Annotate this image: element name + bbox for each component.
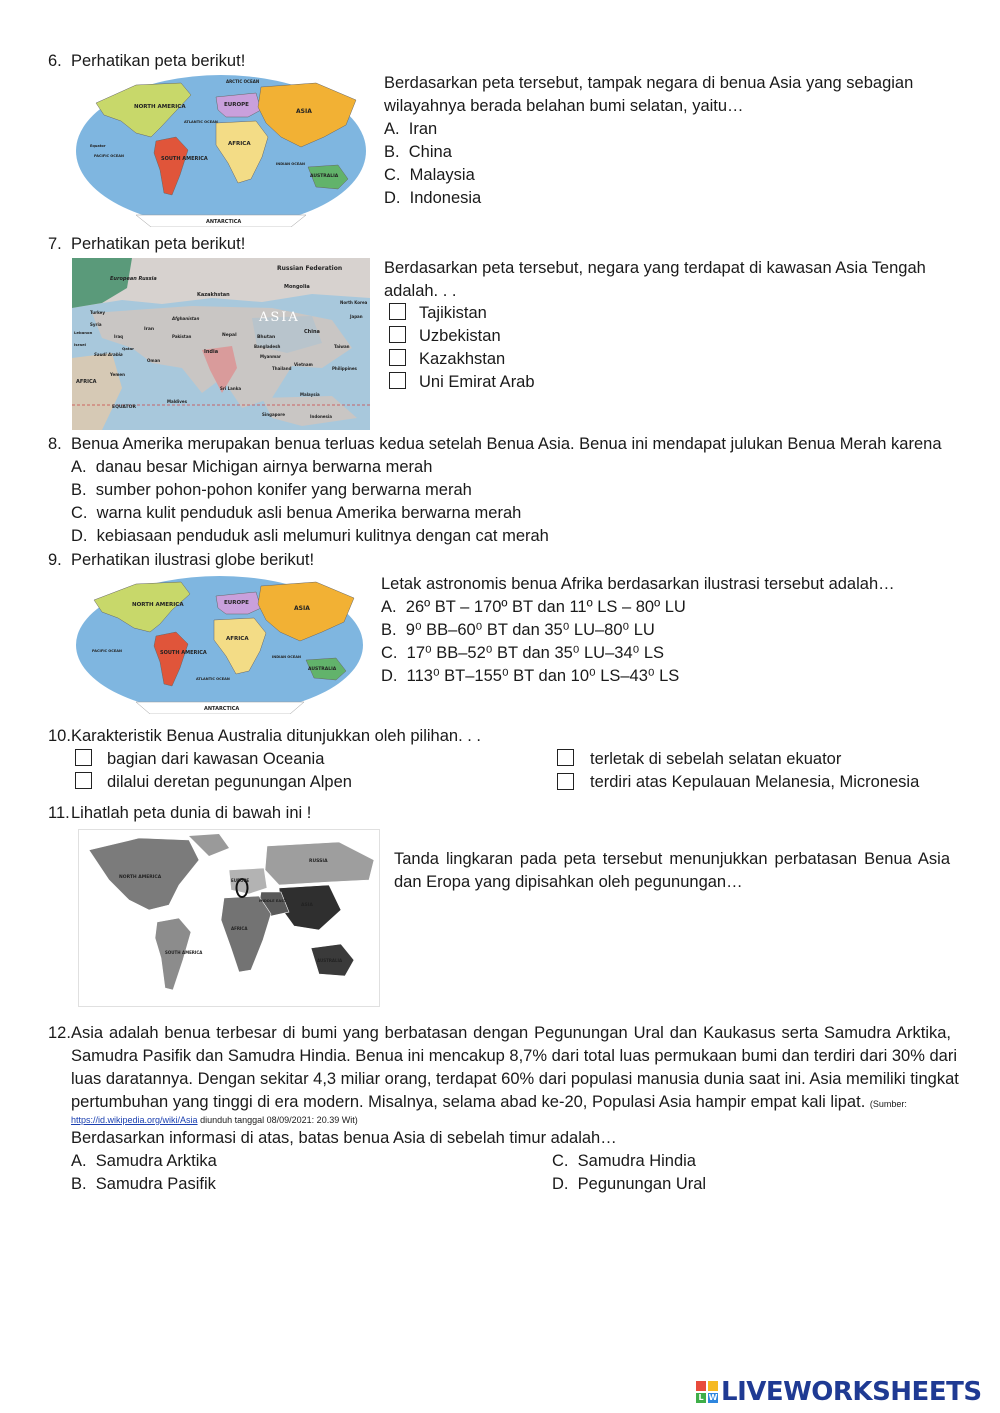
question-10-checkbox-2[interactable] bbox=[557, 749, 574, 766]
map-label-mongolia: Mongolia bbox=[284, 284, 310, 290]
world-map-grayscale-q11 bbox=[78, 829, 380, 1007]
map-label-south-america-q11: SOUTH AMERICA bbox=[165, 950, 203, 955]
question-7-prompt: Perhatikan peta berikut! bbox=[71, 235, 246, 253]
question-6-text-line1: Berdasarkan peta tersebut, tampak negara di benua Asia yang sebagian bbox=[384, 74, 914, 92]
map-label-oman: Oman bbox=[147, 358, 161, 363]
map-label-taiwan: Taiwan bbox=[334, 344, 350, 349]
question-12-paragraph-line4: pertumbuhan yang tinggi di era modern. Misalnya, selama abad ke-20, Populasi Asia hampir empat kali lipat. (Sumber: bbox=[71, 1093, 907, 1111]
question-6-option-a[interactable]: A. Iran bbox=[384, 120, 438, 138]
question-7-number: 7. bbox=[48, 235, 62, 253]
map-label-antarctica-q9: ANTARCTICA bbox=[204, 706, 240, 712]
question-7-checkbox-1[interactable] bbox=[389, 303, 406, 320]
map-label-european-russia: European Russia bbox=[110, 276, 157, 282]
question-12-option-a[interactable]: A. Samudra Arktika bbox=[71, 1152, 217, 1170]
map-label-arctic: ARCTIC OCEAN bbox=[226, 79, 260, 84]
liveworksheets-logo-icon bbox=[696, 1381, 718, 1403]
asia-region-map-q7 bbox=[72, 258, 370, 430]
map-label-bhutan: Bhutan bbox=[257, 335, 276, 340]
map-label-equator-q7: EQUATOR bbox=[112, 405, 136, 410]
map-label-indonesia: Indonesia bbox=[310, 414, 332, 419]
question-7-text-line2: adalah. . . bbox=[384, 282, 457, 300]
map-label-atlantic-q9: ATLANTIC OCEAN bbox=[196, 677, 230, 681]
question-9-option-c[interactable]: C. 17⁰ BB–52⁰ BT dan 35⁰ LU–34⁰ LS bbox=[381, 644, 665, 662]
map-label-pacific-q9: PACIFIC OCEAN bbox=[92, 649, 122, 653]
map-label-singapore: Singapore bbox=[262, 412, 285, 417]
map-label-afghanistan: Afghanistan bbox=[172, 316, 200, 321]
map-label-europe: EUROPE bbox=[224, 102, 249, 108]
question-12-paragraph-line1: Asia adalah benua terbesar di bumi yang berbatasan dengan Pegunungan Ural dan Kaukasus serta Samudra Arktika, bbox=[71, 1024, 951, 1042]
map-label-japan: Japan bbox=[350, 314, 363, 319]
map-label-qatar: Qatar bbox=[122, 346, 135, 351]
map-label-india: India bbox=[204, 349, 219, 355]
map-label-saudi-arabia: Saudi Arabia bbox=[94, 352, 123, 357]
question-11-prompt: Lihatlah peta dunia di bawah ini ! bbox=[71, 804, 312, 822]
map-label-africa-q11: AFRICA bbox=[231, 926, 248, 931]
question-8-option-b[interactable]: B. sumber pohon-pohon konifer yang berwarna merah bbox=[71, 481, 472, 499]
map-label-north-america: NORTH AMERICA bbox=[134, 104, 186, 110]
map-label-asia-q11: ASIA bbox=[301, 903, 313, 908]
map-label-iraq: Iraq bbox=[114, 334, 124, 339]
question-12-paragraph-line3: luas daratannya. Dengan sekitar 4,3 miliar orang, terdapat 60% dari populasi manusia dunia saat ini. Asia memiliki tingkat bbox=[71, 1070, 959, 1088]
question-7-option-1: Tajikistan bbox=[419, 304, 487, 322]
map-label-australia-q9: AUSTRALIA bbox=[308, 667, 337, 672]
question-8-option-c[interactable]: C. warna kulit penduduk asli benua Amerika berwarna merah bbox=[71, 504, 522, 522]
question-6-option-b[interactable]: B. China bbox=[384, 143, 452, 161]
question-7-checkbox-3[interactable] bbox=[389, 349, 406, 366]
question-12-option-d[interactable]: D. Pegunungan Ural bbox=[552, 1175, 707, 1193]
question-6-prompt: Perhatikan peta berikut! bbox=[71, 52, 246, 70]
map-label-south-america-q9: SOUTH AMERICA bbox=[160, 650, 207, 656]
map-label-equator: Equator bbox=[90, 144, 106, 148]
map-label-turkey: Turkey bbox=[90, 310, 105, 315]
question-9-number: 9. bbox=[48, 551, 62, 569]
question-12-number: 12. bbox=[48, 1024, 71, 1042]
map-label-iran: Iran bbox=[144, 327, 155, 332]
question-7-option-3: Kazakhstan bbox=[419, 350, 506, 368]
map-label-pacific: PACIFIC OCEAN bbox=[94, 154, 124, 158]
map-label-maldives: Maldives bbox=[167, 399, 187, 404]
question-6-number: 6. bbox=[48, 52, 62, 70]
question-7-checkbox-4[interactable] bbox=[389, 372, 406, 389]
question-10-option-3: dilalui deretan pegunungan Alpen bbox=[107, 773, 352, 791]
question-6-text-line2: wilayahnya berada belahan bumi selatan, yaitu… bbox=[384, 97, 744, 115]
question-10-option-4: terdiri atas Kepulauan Melanesia, Micronesia bbox=[590, 773, 920, 791]
question-11-number: 11. bbox=[48, 804, 70, 822]
map-label-thailand: Thailand bbox=[272, 366, 292, 371]
question-8-text: Benua Amerika merupakan benua terluas kedua setelah Benua Asia. Benua ini mendapat julukan Benua Merah karena bbox=[71, 435, 942, 453]
map-label-south-america: SOUTH AMERICA bbox=[161, 156, 208, 162]
map-label-israel: Israel bbox=[74, 342, 86, 347]
liveworksheets-brand: LIVEWORKSHEETS bbox=[721, 1377, 982, 1407]
map-label-australia-q11: AUSTRALIA bbox=[317, 958, 343, 963]
question-7-text-line1: Berdasarkan peta tersebut, negara yang terdapat di kawasan Asia Tengah bbox=[384, 259, 926, 277]
map-label-pakistan: Pakistan bbox=[172, 334, 192, 339]
question-12-question: Berdasarkan informasi di atas, batas benua Asia di sebelah timur adalah… bbox=[71, 1129, 617, 1147]
question-9-option-a[interactable]: A. 26º BT – 170º BT dan 11º LS – 80º LU bbox=[381, 598, 686, 616]
question-6-option-c[interactable]: C. Malaysia bbox=[384, 166, 475, 184]
map-label-atlantic: ATLANTIC OCEAN bbox=[184, 120, 218, 124]
question-11-text-line1: Tanda lingkaran pada peta tersebut menunjukkan perbatasan Benua Asia bbox=[394, 850, 950, 868]
map-label-north-korea: North Korea bbox=[340, 300, 368, 305]
globe-illustration-q9 bbox=[76, 576, 363, 714]
logo-letter-l: L bbox=[696, 1393, 706, 1403]
question-10-option-1: bagian dari kawasan Oceania bbox=[107, 750, 325, 768]
question-12-option-c[interactable]: C. Samudra Hindia bbox=[552, 1152, 696, 1170]
map-label-yemen: Yemen bbox=[110, 372, 125, 377]
map-label-syria: Syria bbox=[90, 322, 102, 327]
map-label-middle-east-q11: MIDDLE EAST bbox=[259, 899, 287, 903]
source-label: (Sumber: bbox=[869, 1099, 907, 1109]
question-8-option-a[interactable]: A. danau besar Michigan airnya berwarna merah bbox=[71, 458, 433, 476]
question-10-checkbox-4[interactable] bbox=[557, 773, 574, 790]
question-9-text: Letak astronomis benua Afrika berdasarkan ilustrasi tersebut adalah… bbox=[381, 575, 895, 593]
map-label-africa-q9: AFRICA bbox=[226, 636, 249, 642]
question-12-option-b[interactable]: B. Samudra Pasifik bbox=[71, 1175, 216, 1193]
question-8-option-d[interactable]: D. kebiasaan penduduk asli melumuri kulitnya dengan cat merah bbox=[71, 527, 549, 545]
map-label-myanmar: Myanmar bbox=[260, 354, 281, 359]
question-9-prompt: Perhatikan ilustrasi globe berikut! bbox=[71, 551, 315, 569]
map-label-africa: AFRICA bbox=[228, 141, 251, 147]
source-citation: https://id.wikipedia.org/wiki/Asia diunduh tanggal 08/09/2021: 20.39 Wit) bbox=[71, 1115, 358, 1125]
question-7-option-4: Uni Emirat Arab bbox=[419, 373, 535, 391]
question-10-text: Karakteristik Benua Australia ditunjukkan oleh pilihan. . . bbox=[71, 727, 481, 745]
question-9-option-d[interactable]: D. 113⁰ BT–155⁰ BT dan 10⁰ LS–43⁰ LS bbox=[381, 667, 680, 685]
map-label-asia: ASIA bbox=[296, 108, 312, 115]
map-label-kazakhstan: Kazakhstan bbox=[197, 292, 230, 298]
map-label-europe-q11: EUROPE bbox=[231, 878, 250, 883]
map-label-russia: Russian Federation bbox=[277, 265, 343, 272]
question-7-option-2: Uzbekistan bbox=[419, 327, 501, 345]
question-10-option-2: terletak di sebelah selatan ekuator bbox=[590, 750, 842, 768]
world-map-continents-q6 bbox=[76, 75, 366, 227]
map-label-lebanon: Lebanon bbox=[74, 330, 93, 335]
map-label-sri-lanka: Sri Lanka bbox=[220, 386, 242, 391]
map-label-indian-q9: INDIAN OCEAN bbox=[272, 655, 301, 659]
question-6-option-d[interactable]: D. Indonesia bbox=[384, 189, 482, 207]
map-label-nepal: Nepal bbox=[222, 333, 237, 338]
question-10-checkbox-1[interactable] bbox=[75, 749, 92, 766]
question-10-number: 10. bbox=[48, 727, 71, 745]
question-8-number: 8. bbox=[48, 435, 62, 453]
question-10-checkbox-3[interactable] bbox=[75, 772, 92, 789]
map-label-malaysia: Malaysia bbox=[300, 392, 320, 397]
map-label-asia-q7: ASIA bbox=[259, 310, 300, 325]
map-label-africa-q7: AFRICA bbox=[76, 379, 97, 385]
map-label-china: China bbox=[304, 329, 320, 335]
map-label-indian: INDIAN OCEAN bbox=[276, 162, 305, 166]
map-label-philippines: Philippines bbox=[332, 366, 357, 371]
map-label-asia-q9: ASIA bbox=[294, 605, 310, 612]
map-label-europe-q9: EUROPE bbox=[224, 600, 249, 606]
map-label-vietnam: Vietnam bbox=[294, 362, 313, 367]
map-label-north-america-q11: NORTH AMERICA bbox=[119, 875, 162, 880]
question-7-checkbox-2[interactable] bbox=[389, 326, 406, 343]
map-label-russia-q11: RUSSIA bbox=[309, 859, 328, 864]
map-label-north-america-q9: NORTH AMERICA bbox=[132, 602, 184, 608]
map-label-bangladesh: Bangladesh bbox=[254, 344, 281, 349]
map-label-antarctica: ANTARCTICA bbox=[206, 219, 242, 225]
map-label-australia: AUSTRALIA bbox=[310, 174, 339, 179]
logo-letter-w: W bbox=[708, 1393, 718, 1402]
question-12-paragraph-line2: Samudra Pasifik dan Samudra Hindia. Benua ini mencakup 8,7% dari total luas permukaan bumi dan terdiri dari 30% dari bbox=[71, 1047, 957, 1065]
question-11-text-line2: dan Eropa yang dipisahkan oleh pegunungan… bbox=[394, 873, 743, 891]
source-link[interactable]: https://id.wikipedia.org/wiki/Asia bbox=[71, 1115, 198, 1125]
question-9-option-b[interactable]: B. 9⁰ BB–60⁰ BT dan 35⁰ LU–80⁰ LU bbox=[381, 621, 655, 639]
